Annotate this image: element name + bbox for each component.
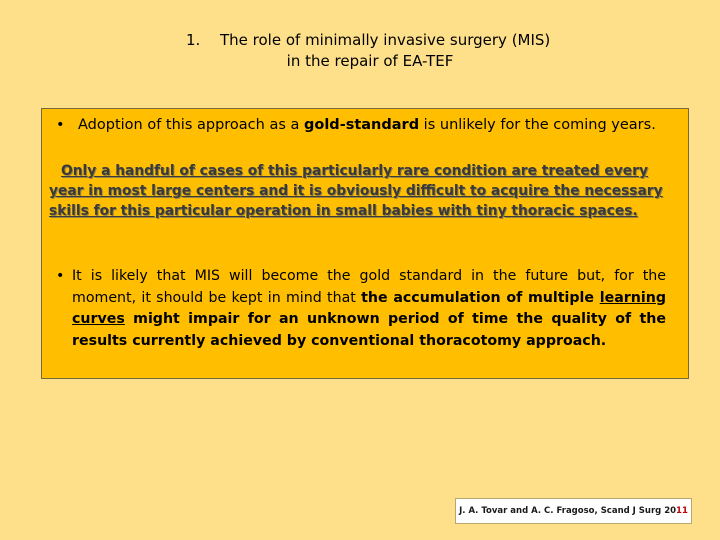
bullet-2-bold-end: might impair for an unknown period of time the quality of the results currently achieved by conventional thoracotomy approach. [72,311,666,349]
bullet-2-bold-underlined: learning curves [72,289,666,327]
bullet-dot: • [56,268,65,284]
paragraph-text: Only a handful of cases of this particularly rare condition are treated every year in most large centers and it is obviously difficult to acquire the necessary skills for this particular operation in small babies with tiny thoracic spaces. [49,163,663,219]
citation-year-accent: 11 [676,506,688,516]
bullet-1-text-end: is unlikely for the coming years. [419,117,656,133]
title-line-1: The role of minimally invasive surgery (MIS) [220,31,551,49]
bullet-point-2 [56,266,666,352]
bullet-1-bold-term: gold-standard [304,117,420,133]
bullet-2-text [72,266,666,352]
title-number: 1. [186,31,201,49]
underlined-paragraph [49,161,669,221]
citation-text: J. A. Tovar and A. C. Fragoso, Scand J Surg 20 [459,506,677,516]
bullet-2-text-start: It is likely that MIS will become the gold standard in the future but, for the moment, it should be kept in mind that [72,268,666,306]
bullet-2-bold-start: the accumulation of multiple [361,289,600,306]
bullet-dot: • [56,117,65,133]
citation-box [455,498,692,524]
bullet-1-text-start: Adoption of this approach as a [78,117,304,133]
title-line-2: in the repair of EA-TEF [286,52,454,70]
content-box [41,108,689,379]
bullet-point-1 [56,117,656,133]
